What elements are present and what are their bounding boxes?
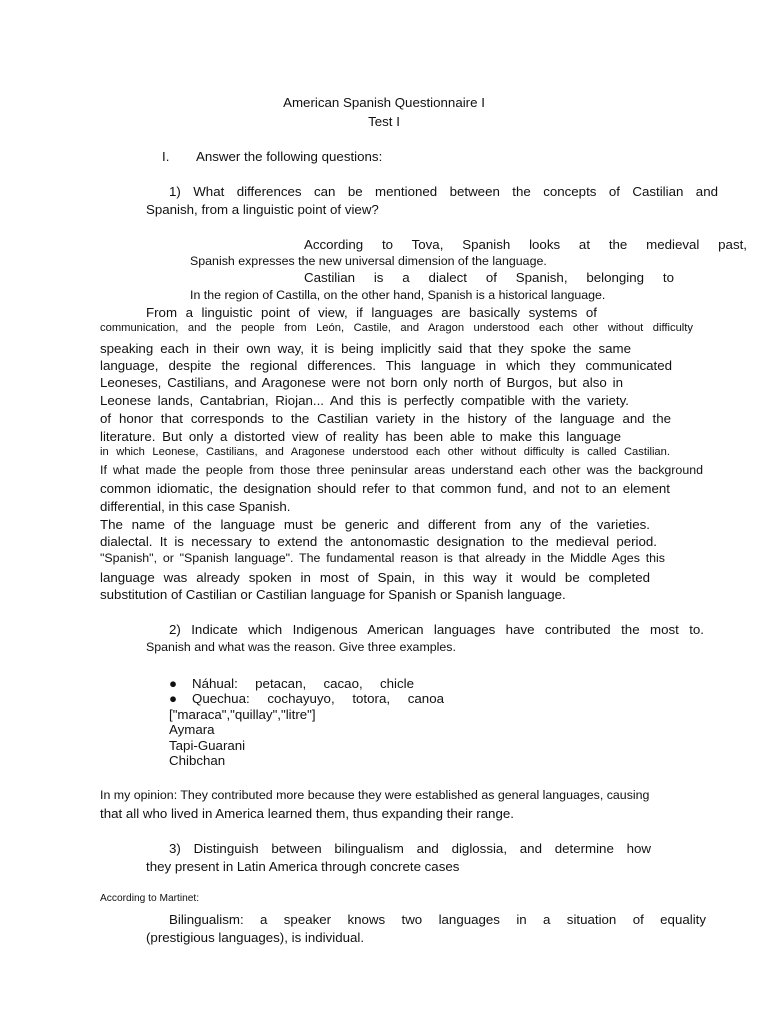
opinion-line-2: that all who lived in America learned them, thus expanding their range. (100, 806, 514, 821)
answer-1-paragraph-line-17: substitution of Castilian or Castilian language for Spanish or Spanish language. (100, 587, 566, 602)
answer-1-paragraph-line-13: The name of the language must be generic and different from any of the varieties. (100, 517, 650, 532)
question-2-line-2: Spanish and what was the reason. Give three examples. (146, 640, 456, 654)
answer-1-paragraph-line-1: From a linguistic point of view, if languages are basically systems of (146, 305, 597, 320)
opinion-line-1: In my opinion: They contributed more because they were established as general languages, causing (100, 788, 650, 802)
language-chibchan: Chibchan (169, 753, 226, 768)
question-2-line-1: 2) Indicate which Indigenous American languages have contributed the most to. (169, 622, 704, 637)
answer-1-paragraph-line-9: in which Leonese, Castilians, and Aragonese understood each other without difficulty is called Castilian. (100, 446, 670, 458)
bullet-1-text: Náhual: petacan, cacao, chicle (192, 676, 414, 691)
answer-1-paragraph-line-7: of honor that corresponds to the Castilian variety in the history of the language and the (100, 411, 671, 426)
answer-1-paragraph-line-5: Leoneses, Castilians, and Aragonese were not born only north of Burgos, but also in (100, 375, 623, 390)
section-heading: Answer the following questions: (196, 149, 383, 164)
answer-1-paragraph-line-12: differential, in this case Spanish. (100, 499, 291, 514)
answer-1-line-2: Spanish expresses the new universal dimension of the language. (190, 254, 547, 268)
question-3-line-1: 3) Distinguish between bilingualism and diglossia, and determine how (169, 841, 651, 856)
answer-1-paragraph-line-8: literature. But only a distorted view of reality has been able to make this language (100, 429, 621, 444)
document-title: American Spanish Questionnaire I (283, 95, 485, 110)
bullet-2-text: Quechua: cochayuyo, totora, canoa (192, 691, 444, 706)
answer-1-paragraph-line-2: communication, and the people from León, Castile, and Aragon understood each other without difficulty (100, 322, 693, 334)
answer-1-line-4: In the region of Castilla, on the other hand, Spanish is a historical language. (190, 288, 606, 302)
bullet-1-marker: ● (169, 676, 178, 691)
section-numeral: I. (162, 149, 170, 164)
answer-1-paragraph-line-3: speaking each in their own way, it is being implicitly said that they spoke the same (100, 341, 631, 356)
source-note: According to Martinet: (100, 893, 200, 904)
language-aymara: Aymara (169, 722, 215, 737)
bullet-2-marker: ● (169, 691, 178, 706)
answer-1-paragraph-line-14: dialectal. It is necessary to extend the antonomastic designation to the medieval period. (100, 534, 657, 549)
answer-1-paragraph-line-15: "Spanish", or "Spanish language". The fundamental reason is that already in the Middle Ages this (100, 551, 665, 565)
bilingualism-line-1: Bilingualism: a speaker knows two languages in a situation of equality (169, 912, 706, 927)
question-3-line-2: they present in Latin America through concrete cases (146, 859, 460, 874)
answer-1-paragraph-line-10: If what made the people from those three peninsular areas understand each other was the background (100, 463, 703, 477)
answer-1-paragraph-line-16: language was already spoken in most of Spain, in this way it would be completed (100, 570, 650, 585)
question-1-line-1: 1) What differences can be mentioned between the concepts of Castilian and (169, 184, 718, 199)
bilingualism-line-2: (prestigious languages), is individual. (146, 930, 365, 945)
answer-1-line-3: Castilian is a dialect of Spanish, belonging to (304, 270, 674, 285)
answer-1-paragraph-line-4: language, despite the regional differences. This language in which they communicated (100, 358, 672, 373)
language-tapi-guarani: Tapi-Guarani (169, 738, 246, 753)
document-subtitle: Test I (368, 114, 400, 129)
answer-1-paragraph-line-11: common idiomatic, the designation should refer to that common fund, and not to an element (100, 481, 670, 496)
answer-1-line-1: According to Tova, Spanish looks at the medieval past, (304, 237, 747, 252)
extra-examples: ["maraca","quillay","litre"] (169, 707, 316, 722)
answer-1-paragraph-line-6: Leonese lands, Cantabrian, Riojan... And this is perfectly compatible with the variety. (100, 393, 629, 408)
question-1-line-2: Spanish, from a linguistic point of view? (146, 202, 379, 217)
